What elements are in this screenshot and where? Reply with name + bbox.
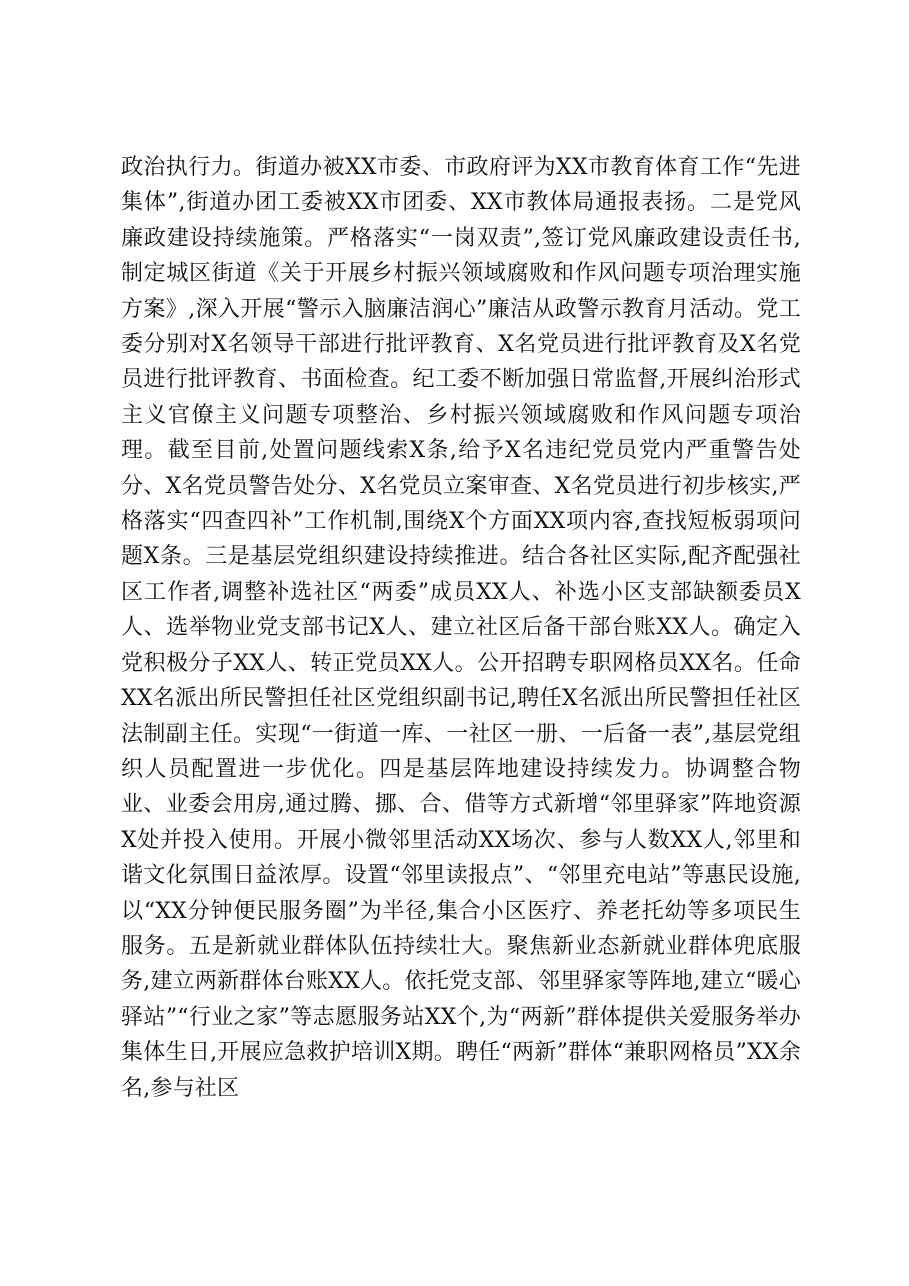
body-paragraph: 政治执行力。街道办被XX市委、市政府评为XX市教育体育工作“先进集体”,街道办团工委被XX市团委、XX市教体局通报表扬。二是党风廉政建设持续施策。严格落实“一岗双责”,签订党风廉政建设责任书,制定城区街道《关于开展乡村振兴领域腐败和作风问题专项治理实施方案》,深入开展“警示入脑廉洁润心”廉洁从政警示教育月活动。党工委分别对X名领导干部进行批评教育、X名党员进行批评教育及X名党员进行批评教育、书面检查。纪工委不断加强日常监督,开展纠治形式主义官僚主义问题专项整治、乡村振兴领域腐败和作风问题专项治理。截至目前,处置问题线索X条,给予X名违纪党员党内严重警告处分、X名党员警告处分、X名党员立案审查、X名党员进行初步核实,严格落实“四查四补”工作机制,围绕X个方面XX项内容,查找短板弱项问题X条。三是基层党组织建设持续推进。结合各社区实际,配齐配强社区工作者,调整补选社区“两委”成员XX人、补选小区支部缺额委员X人、选举物业党支部书记X人、建立社区后备干部台账XX人。确定入党积极分子XX人、转正党员XX人。公开招聘专职网格员XX名。任命XX名派出所民警担任社区党组织副书记,聘任X名派出所民警担任社区法制副主任。实现“一街道一库、一社区一册、一后备一表”,基层党组织人员配置进一步优化。四是基层阵地建设持续发力。协调整合物业、业委会用房,通过腾、挪、合、借等方式新增“邻里驿家”阵地资源X处并投入使用。开展小微邻里活动XX场次、参与人数XX人,邻里和谐文化氛围日益浓厚。设置“邻里读报点”、“邻里充电站”等惠民设施,以“XX分钟便民服务圈”为半径,集合小区医疗、养老托幼等多项民生服务。五是新就业群体队伍持续壮大。聚焦新业态新就业群体兜底服务,建立两新群体台账XX人。依托党支部、邻里驿家等阵地,建立“暖心驿站”“行业之家”等志愿服务站XX个,为“两新”群体提供关爱服务举办集体生日,开展应急救护培训X期。聘任“两新”群体“兼职网格员”XX余名,参与社区 bbox=[121, 155, 801, 1101]
